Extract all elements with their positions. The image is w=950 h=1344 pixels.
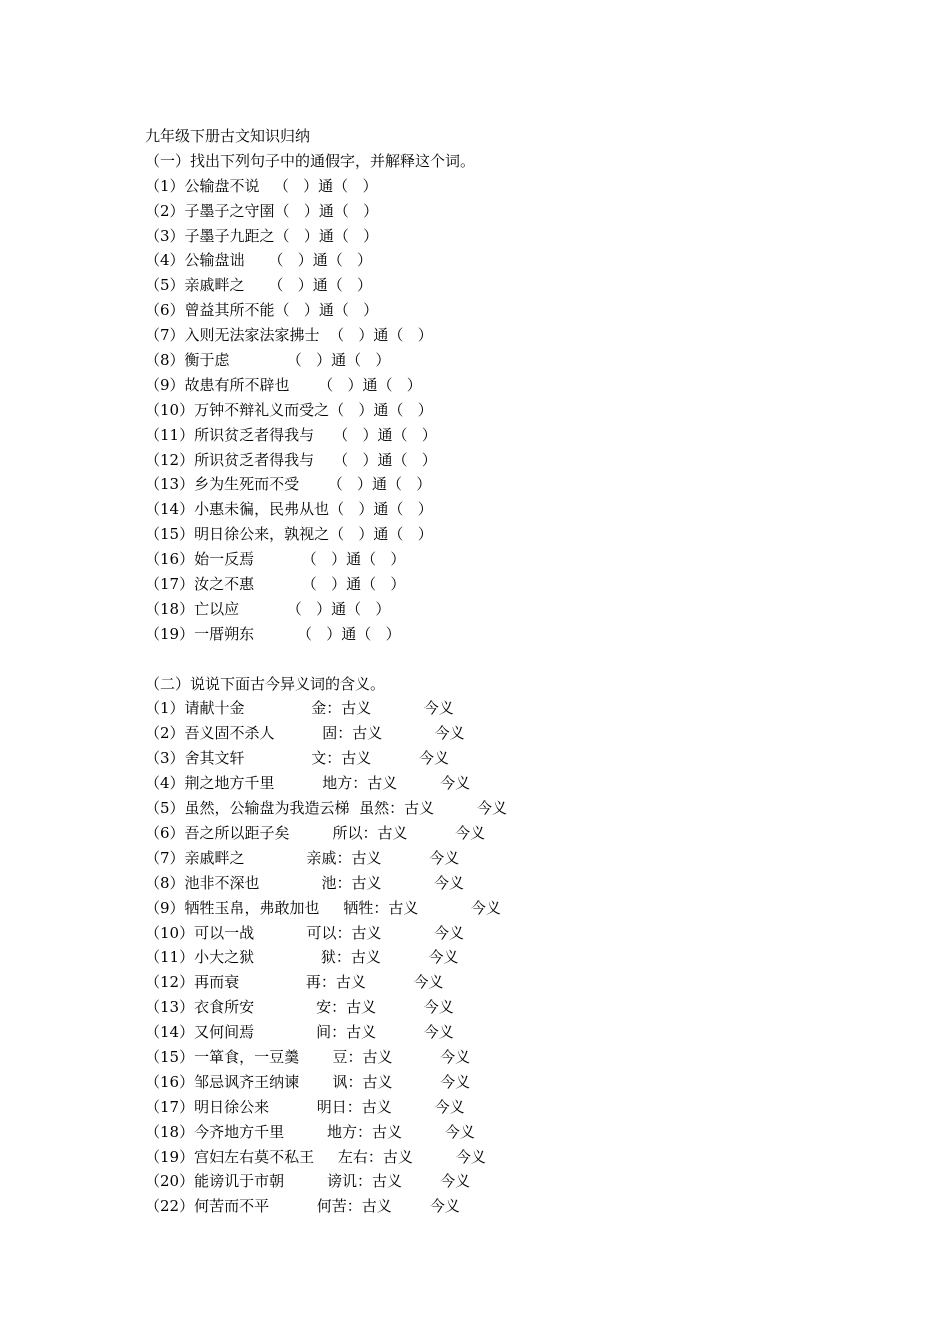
section-2-item: （13）衣食所安 安：古义 今义 bbox=[145, 998, 454, 1017]
section-2-item: （20）能谤讥于市朝 谤讥：古义 今义 bbox=[145, 1172, 471, 1191]
section-2-item: （17）明日徐公来 明日：古义 今义 bbox=[145, 1097, 465, 1116]
section-2-item: （15）一箪食，一豆羹 豆：古义 今义 bbox=[145, 1047, 471, 1066]
section-2-item: （7）亲戚畔之 亲戚：古义 今义 bbox=[145, 848, 460, 867]
section-2-item: （10）可以一战 可以：古义 今义 bbox=[145, 923, 464, 942]
section-2-item: （14）又何间焉 间：古义 今义 bbox=[145, 1023, 454, 1042]
section-1-item: （14）小惠未徧，民弗从也（ ）通（ ） bbox=[145, 500, 433, 519]
section-1-item: （17）汝之不惠 （ ）通（ ） bbox=[145, 575, 406, 594]
section-1-item: （2）子墨子之守圉（ ）通（ ） bbox=[145, 201, 379, 220]
section-2-item: （2）吾义固不杀人 固：古义 今义 bbox=[145, 724, 465, 743]
section-1-item: （4）公输盘诎 （ ）通（ ） bbox=[145, 251, 372, 270]
section-1-list bbox=[145, 174, 865, 647]
section-1-item: （19）一厝朔东 （ ）通（ ） bbox=[145, 624, 401, 643]
section-2-item: （19）宫妇左右莫不私王 左右：古义 今义 bbox=[145, 1147, 486, 1166]
section-1-item: （1）公输盘不说 （ ）通（ ） bbox=[145, 176, 378, 195]
section-2-item: （5）虽然，公输盘为我造云梯 虽然：古义 今义 bbox=[145, 799, 507, 818]
section-1-item: （12）所识贫乏者得我与 （ ）通（ ） bbox=[145, 450, 437, 469]
section-1-item: （6）曾益其所不能（ ）通（ ） bbox=[145, 301, 379, 320]
section-1-item: （13）乡为生死而不受 （ ）通（ ） bbox=[145, 475, 432, 494]
section-2-item: （16）邹忌讽齐王纳谏 讽：古义 今义 bbox=[145, 1072, 471, 1091]
section-1-item: （18）亡以应 （ ）通（ ） bbox=[145, 599, 391, 618]
section-1-item: （8）衡于虑 （ ）通（ ） bbox=[145, 351, 391, 370]
section-2-item: （3）舍其文轩 文：古义 今义 bbox=[145, 749, 449, 768]
section-1-item: （16）始一反焉 （ ）通（ ） bbox=[145, 550, 406, 569]
section-2-item: （12）再而衰 再：古义 今义 bbox=[145, 973, 444, 992]
section-1-item: （7）入则无法家法家拂士 （ ）通（ ） bbox=[145, 326, 433, 345]
section-2-item: （18）今齐地方千里 地方：古义 今义 bbox=[145, 1122, 475, 1141]
section-2-item: （9）牺牲玉帛，弗敢加也 牺牲：古义 今义 bbox=[145, 898, 501, 917]
section-2-item: （6）吾之所以距子矣 所以：古义 今义 bbox=[145, 823, 486, 842]
section-2-list bbox=[145, 696, 865, 1219]
section-1-item: （9）故患有所不辟也 （ ）通（ ） bbox=[145, 375, 422, 394]
section-2-item: （4）荆之地方千里 地方：古义 今义 bbox=[145, 774, 471, 793]
section-1-item: （5）亲戚畔之 （ ）通（ ） bbox=[145, 276, 372, 295]
section-1-item: （11）所识贫乏者得我与 （ ）通（ ） bbox=[145, 425, 437, 444]
section-2-item: （8）池非不深也 池：古义 今义 bbox=[145, 873, 464, 892]
document-body bbox=[145, 124, 865, 1219]
section-2-heading: （二）说说下面古今异义词的含义。 bbox=[145, 674, 386, 693]
section-spacer bbox=[145, 647, 865, 672]
document-title: 九年级下册古文知识归纳 bbox=[145, 127, 311, 145]
section-1-item: （10）万钟不辩礼义而受之（ ）通（ ） bbox=[145, 400, 433, 419]
section-1-item: （3）子墨子九距之（ ）通（ ） bbox=[145, 226, 379, 245]
section-2-item: （22）何苦而不平 何苦：古义 今义 bbox=[145, 1197, 460, 1216]
section-1-heading: （一）找出下列句子中的通假字，并解释这个词。 bbox=[145, 151, 476, 170]
section-2-item: （11）小大之狱 狱：古义 今义 bbox=[145, 948, 459, 967]
section-1-item: （15）明日徐公来，孰视之（ ）通（ ） bbox=[145, 525, 433, 544]
section-2-item: （1）请献十金 金：古义 今义 bbox=[145, 699, 454, 718]
